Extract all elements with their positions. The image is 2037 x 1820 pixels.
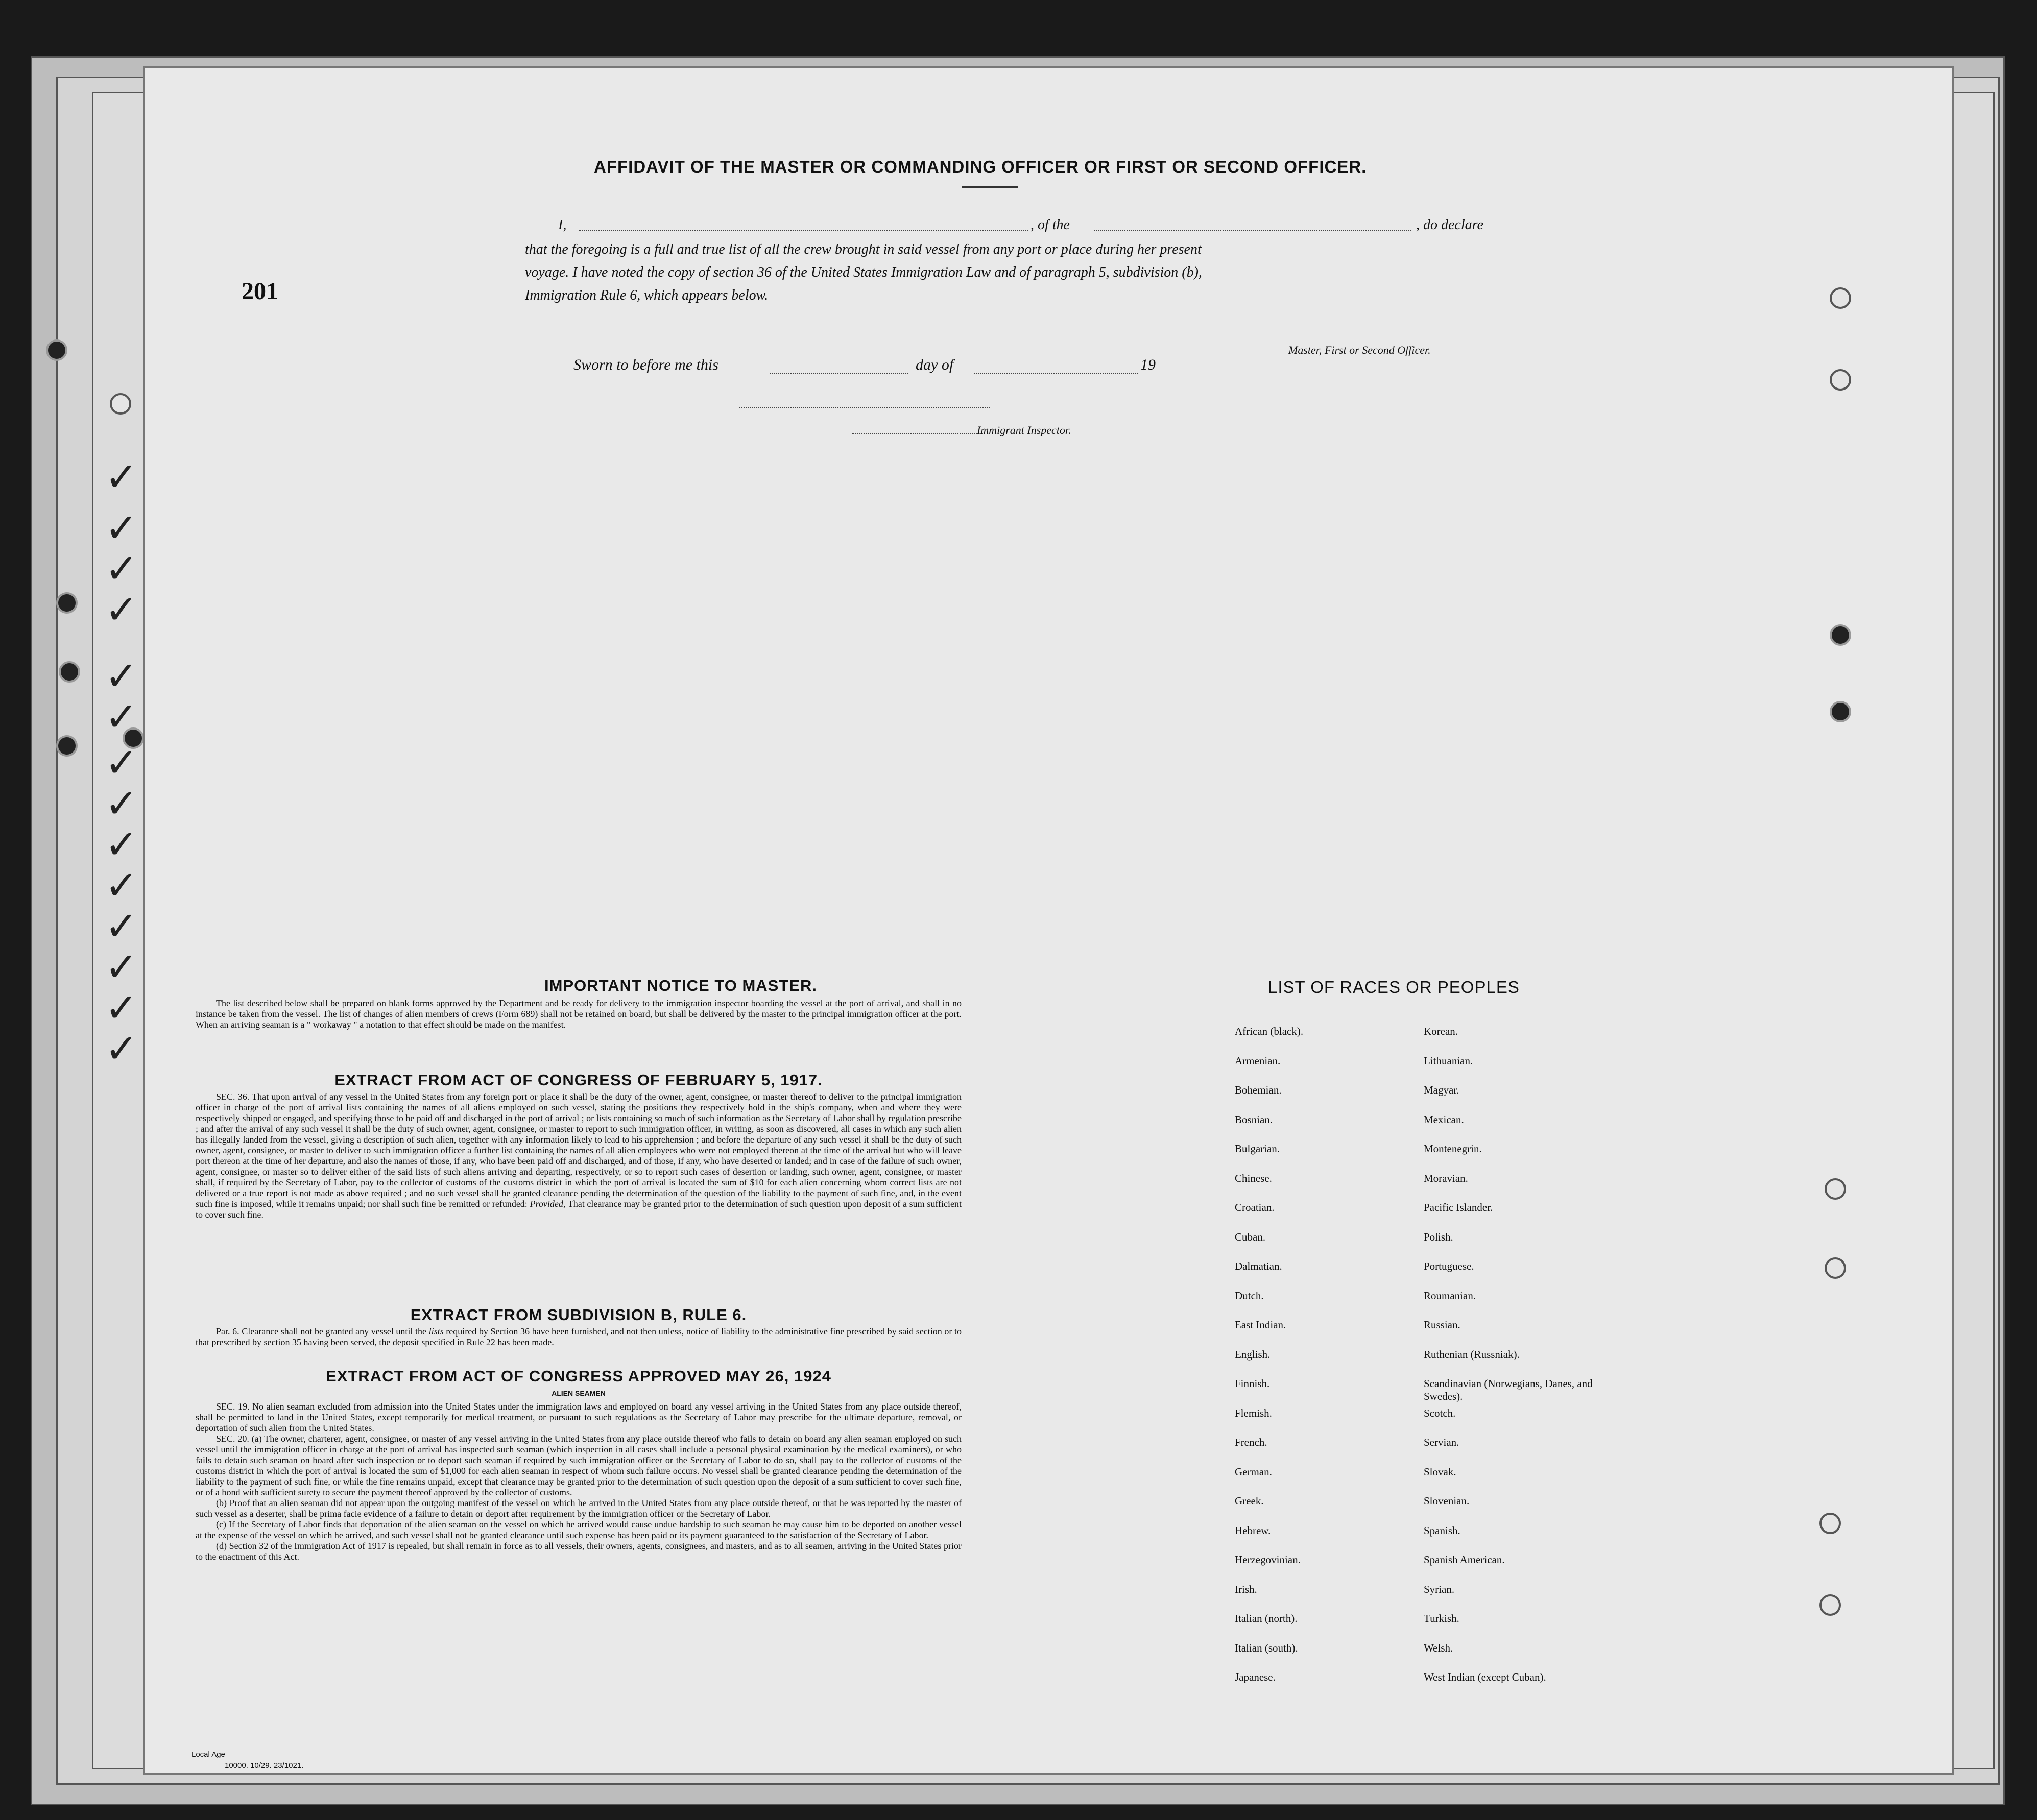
race-item: Slovak.: [1424, 1465, 1456, 1478]
race-item: Pacific Islander.: [1424, 1201, 1493, 1214]
notice-text: The list described below shall be prepared on blank forms approved by the Department and be ready for delivery to the immigration inspector boarding the vessel at the port of arrival, and shall in no instance be taken from the vessel. The list of changes of alien members of crews (Form 689) shall not be retained on board, but shall be delivered by the master to the principal immigration officer at the port. When an arriving seaman is a " workaway " a notation to that effect should be made on the manifest.: [196, 998, 962, 1030]
race-item: English.: [1235, 1348, 1271, 1361]
extract-1924-sec20a: SEC. 20. (a) The owner, charterer, agent, consignee, or master of any vessel arriving in the United States from any place outside thereof who fails to detain on board any alien seaman employed on such vessel until the immigration officer in charge at the port of arrival has inspected such seaman (which inspection in all cases shall include a personal physical examination by the medical examiners), or who fails to detain such seaman on board after such inspection or to deport such seaman if required by such immigration officer or the Secretary of Labor to do so, shall pay to the collector of customs of the customs district in which the port of arrival is located the sum of $1,000 for each alien seaman in respect of whom such failure occurs. No vessel shall be granted clearance pending the determination of the liability to the payment of such fine, or while the fine remains unpaid, except that clearance may be granted prior to the determination of such question upon the deposit of a sum sufficient to cover such fine, or of a bond with sufficient surety to secure the payment thereof approved by the collector of customs.: [196, 1434, 962, 1497]
extract-1924-sec20c: (c) If the Secretary of Labor finds that deportation of the alien seaman on the vessel on which he arrived would cause undue hardship to such seaman he may cause him to be deported on another vessel at the expense of the vessel on which he arrived, and such vessel shall not be granted clearance until such expense has been paid or its payment guaranteed to the satisfaction of the Secretary of Labor.: [196, 1519, 962, 1540]
race-item: French.: [1235, 1436, 1267, 1448]
race-item: Russian.: [1424, 1319, 1460, 1331]
race-item: Slovenian.: [1424, 1495, 1470, 1507]
binder-hole: [1825, 1178, 1846, 1200]
inspector-label: Immigrant Inspector.: [977, 424, 1071, 436]
affidavit-body-line1: that the foregoing is a full and true list of all the crew brought in said vessel from any port or place during her present: [525, 241, 1202, 257]
race-item: Magyar.: [1424, 1084, 1459, 1096]
extract-1924-sec20b: (b) Proof that an alien seaman did not appear upon the outgoing manifest of the vessel on which he arrived in the United States from any place outside thereof, or that he was reported by the master of such vessel as a deserter, shall be prima facie evidence of a failure to detain or deport after requirement by the immigration officer or the Secretary of Labor.: [196, 1498, 962, 1519]
race-item: Chinese.: [1235, 1172, 1272, 1184]
binder-hole: [1825, 1257, 1846, 1279]
race-item: West Indian (except Cuban).: [1424, 1671, 1546, 1683]
race-item: Croatian.: [1235, 1201, 1275, 1214]
check-mark-icon: ✓: [105, 781, 138, 827]
check-mark-icon: ✓: [105, 587, 138, 633]
day-of-text: day of: [916, 356, 954, 373]
rule6-text: Par. 6. Clearance shall not be granted any vessel until the lists required by Section 36 have been furnished, and not then unless, notice of liability to the administrative fine prescribed by said section or to that prescribed by section 35 having been served, the deposit specified in Rule 22 has been made.: [196, 1326, 962, 1347]
race-item: Italian (north).: [1235, 1612, 1298, 1624]
check-mark-icon: ✓: [105, 454, 138, 500]
inspector-blank-2: [852, 433, 985, 434]
check-mark-icon: ✓: [105, 740, 138, 786]
race-item: Italian (south).: [1235, 1641, 1298, 1654]
page-number: 201: [242, 278, 278, 305]
race-item: Bohemian.: [1235, 1084, 1282, 1096]
race-item: African (black).: [1235, 1025, 1304, 1037]
binder-hole: [1830, 369, 1851, 391]
affidavit-i: I,: [558, 217, 567, 233]
name-blank: [579, 230, 1028, 231]
race-item: Korean.: [1424, 1025, 1458, 1037]
binder-hole: [46, 339, 67, 361]
race-item: Finnish.: [1235, 1377, 1270, 1390]
race-item: Roumanian.: [1424, 1289, 1476, 1302]
binder-hole: [1830, 701, 1851, 722]
race-item: Bosnian.: [1235, 1113, 1273, 1126]
extract-1924-body: [196, 1401, 962, 1562]
affidavit-of-the: , of the: [1031, 217, 1070, 233]
binder-hole: [56, 735, 78, 757]
sworn-month-blank: [974, 373, 1138, 374]
binder-hole: [1819, 1594, 1841, 1616]
check-mark-icon: ✓: [105, 822, 138, 868]
race-item: Dutch.: [1235, 1289, 1264, 1302]
race-item: Montenegrin.: [1424, 1143, 1482, 1155]
race-item: Turkish.: [1424, 1612, 1459, 1624]
check-mark-icon: ✓: [105, 944, 138, 990]
race-item: Japanese.: [1235, 1671, 1276, 1683]
check-mark-icon: ✓: [105, 904, 138, 950]
extract-1917-title: EXTRACT FROM ACT OF CONGRESS OF FEBRUARY 5, 1917.: [334, 1071, 823, 1089]
affidavit-declare: , do declare: [1416, 217, 1483, 233]
race-item: Bulgarian.: [1235, 1143, 1280, 1155]
race-item: Lithuanian.: [1424, 1054, 1473, 1067]
title-underline: [962, 186, 1018, 188]
race-item: Syrian.: [1424, 1583, 1455, 1595]
race-item: Polish.: [1424, 1230, 1453, 1243]
extract-1924-subtitle: ALIEN SEAMEN: [552, 1389, 606, 1397]
races-title: LIST OF RACES OR PEOPLES: [1268, 978, 1520, 997]
extract-1917-text: SEC. 36. That upon arrival of any vessel in the United States from any foreign port or place it shall be the duty of the owner, agent, consignee, or master thereof to deliver to the principal immigration officer in charge of the port of arrival lists containing the names of all aliens employed on such vessel, stating the positions they respectively hold in the ship's company, when and where they were respectively shipped or engaged, and specifying those to be paid off and discharged in the port of arrival ; or lists containing so much of such information as the Secretary of Labor shall by regulation prescribe ; and after the arrival of any such vessel it shall be the duty of such owner, agent, consignee, or master to report to such immigration officer, in writing, as soon as discovered, all cases in which any such alien has illegally landed from the vessel, giving a description of such alien, together with any information likely to lead to his apprehension ; and before the departure of any such vessel it shall be the duty of such owner, agent, consignee, or master to deliver to such immigration officer a further list containing the names of all alien employees who were not employed thereon at the time of the arrival but who will leave port thereon at the time of her departure, and also the names of those, if any, who have been paid off and discharged, and of those, if any, who have deserted or landed; and in case of the failure of such owner, agent, consignee, or master so to deliver either of the said lists of such aliens arriving and departing, respectively, or so to report such cases of desertion or landing, such owner, agent, consignee, or master shall, if required by the Secretary of Labor, pay to the collector of customs of the customs district in which the port of arrival is located the sum of $10 for each alien concerning whom correct lists are not delivered or a true report is not made as above required ; and no such vessel shall be granted clearance pending the determination of the question of the liability to the payment of such fine, and, in the event such fine is imposed, while it remains unpaid; nor shall such fine be remitted or refunded: Provided, That clearance may be granted prior to the determination of such question upon deposit of a sum sufficient to cover such fine.: [196, 1091, 962, 1220]
race-item: Flemish.: [1235, 1406, 1272, 1419]
check-mark-icon: ✓: [105, 653, 138, 699]
race-item: Dalmatian.: [1235, 1260, 1282, 1272]
binder-hole: [1830, 287, 1851, 309]
race-item: Hebrew.: [1235, 1524, 1271, 1537]
binder-hole: [59, 661, 80, 683]
check-mark-icon: ✓: [105, 1026, 138, 1072]
inspector-blank: [739, 407, 990, 408]
race-item: Mexican.: [1424, 1113, 1464, 1126]
check-mark-icon: ✓: [105, 546, 138, 592]
binder-hole: [1830, 624, 1851, 646]
race-item: Portuguese.: [1424, 1260, 1474, 1272]
race-item: Welsh.: [1424, 1641, 1453, 1654]
affidavit-body-line2: voyage. I have noted the copy of section 36 of the United States Immigration Law and of paragraph 5, subdivision (b),: [525, 264, 1202, 280]
sworn-text: Sworn to before me this: [573, 356, 718, 373]
affidavit-title: AFFIDAVIT OF THE MASTER OR COMMANDING OFFICER OR FIRST OR SECOND OFFICER.: [594, 157, 1367, 176]
rule6-title: EXTRACT FROM SUBDIVISION B, RULE 6.: [410, 1306, 747, 1324]
notice-title: IMPORTANT NOTICE TO MASTER.: [544, 977, 817, 994]
year-prefix: 19: [1140, 356, 1156, 373]
race-item: Irish.: [1235, 1583, 1257, 1595]
binder-hole: [110, 393, 131, 415]
extract-1924-sec19: SEC. 19. No alien seaman excluded from admission into the United States under the immigration laws and employed on board any vessel arriving in the United States from any place outside thereof, shall be permitted to land in the United States, except temporarily for medical treatment, or pursuant to such regulations as the Secretary of Labor may prescribe for the ultimate departure, removal, or deportation of such alien from the United States.: [196, 1401, 962, 1433]
race-item: East Indian.: [1235, 1319, 1286, 1331]
extract-1924-sec20d: (d) Section 32 of the Immigration Act of 1917 is repealed, but shall remain in force as to all vessels, their owners, agents, consignees, and masters, and as to all seamen, arriving in the United States prior to the enactment of this Act.: [196, 1541, 962, 1562]
vessel-blank: [1094, 230, 1411, 231]
affidavit-body-line3: Immigration Rule 6, which appears below.: [525, 287, 769, 303]
sworn-day-blank: [770, 373, 908, 374]
check-mark-icon: ✓: [105, 863, 138, 909]
race-item: Herzegovinian.: [1235, 1554, 1301, 1566]
race-item: German.: [1235, 1465, 1272, 1478]
check-mark-icon: ✓: [105, 985, 138, 1031]
race-item: Servian.: [1424, 1436, 1459, 1448]
check-mark-icon: ✓: [105, 694, 138, 740]
footer-local: Local Age: [191, 1750, 225, 1759]
race-item: Scandinavian (Norwegians, Danes, and Swedes).: [1424, 1377, 1593, 1402]
race-item: Scotch.: [1424, 1406, 1456, 1419]
binder-hole: [56, 592, 78, 614]
race-item: Armenian.: [1235, 1054, 1281, 1067]
binder-hole: [1819, 1513, 1841, 1534]
extract-1924-title: EXTRACT FROM ACT OF CONGRESS APPROVED MAY 26, 1924: [326, 1367, 831, 1385]
footer-print: 10000. 10/29. 23/1021.: [225, 1761, 304, 1770]
race-item: Spanish.: [1424, 1524, 1460, 1537]
signature-label: Master, First or Second Officer.: [1288, 344, 1431, 356]
race-item: Ruthenian (Russniak).: [1424, 1348, 1520, 1361]
race-item: Cuban.: [1235, 1230, 1266, 1243]
race-item: Spanish American.: [1424, 1554, 1505, 1566]
form-page: [143, 66, 1954, 1775]
check-mark-icon: ✓: [105, 505, 138, 551]
race-item: Greek.: [1235, 1495, 1264, 1507]
race-item: Moravian.: [1424, 1172, 1468, 1184]
